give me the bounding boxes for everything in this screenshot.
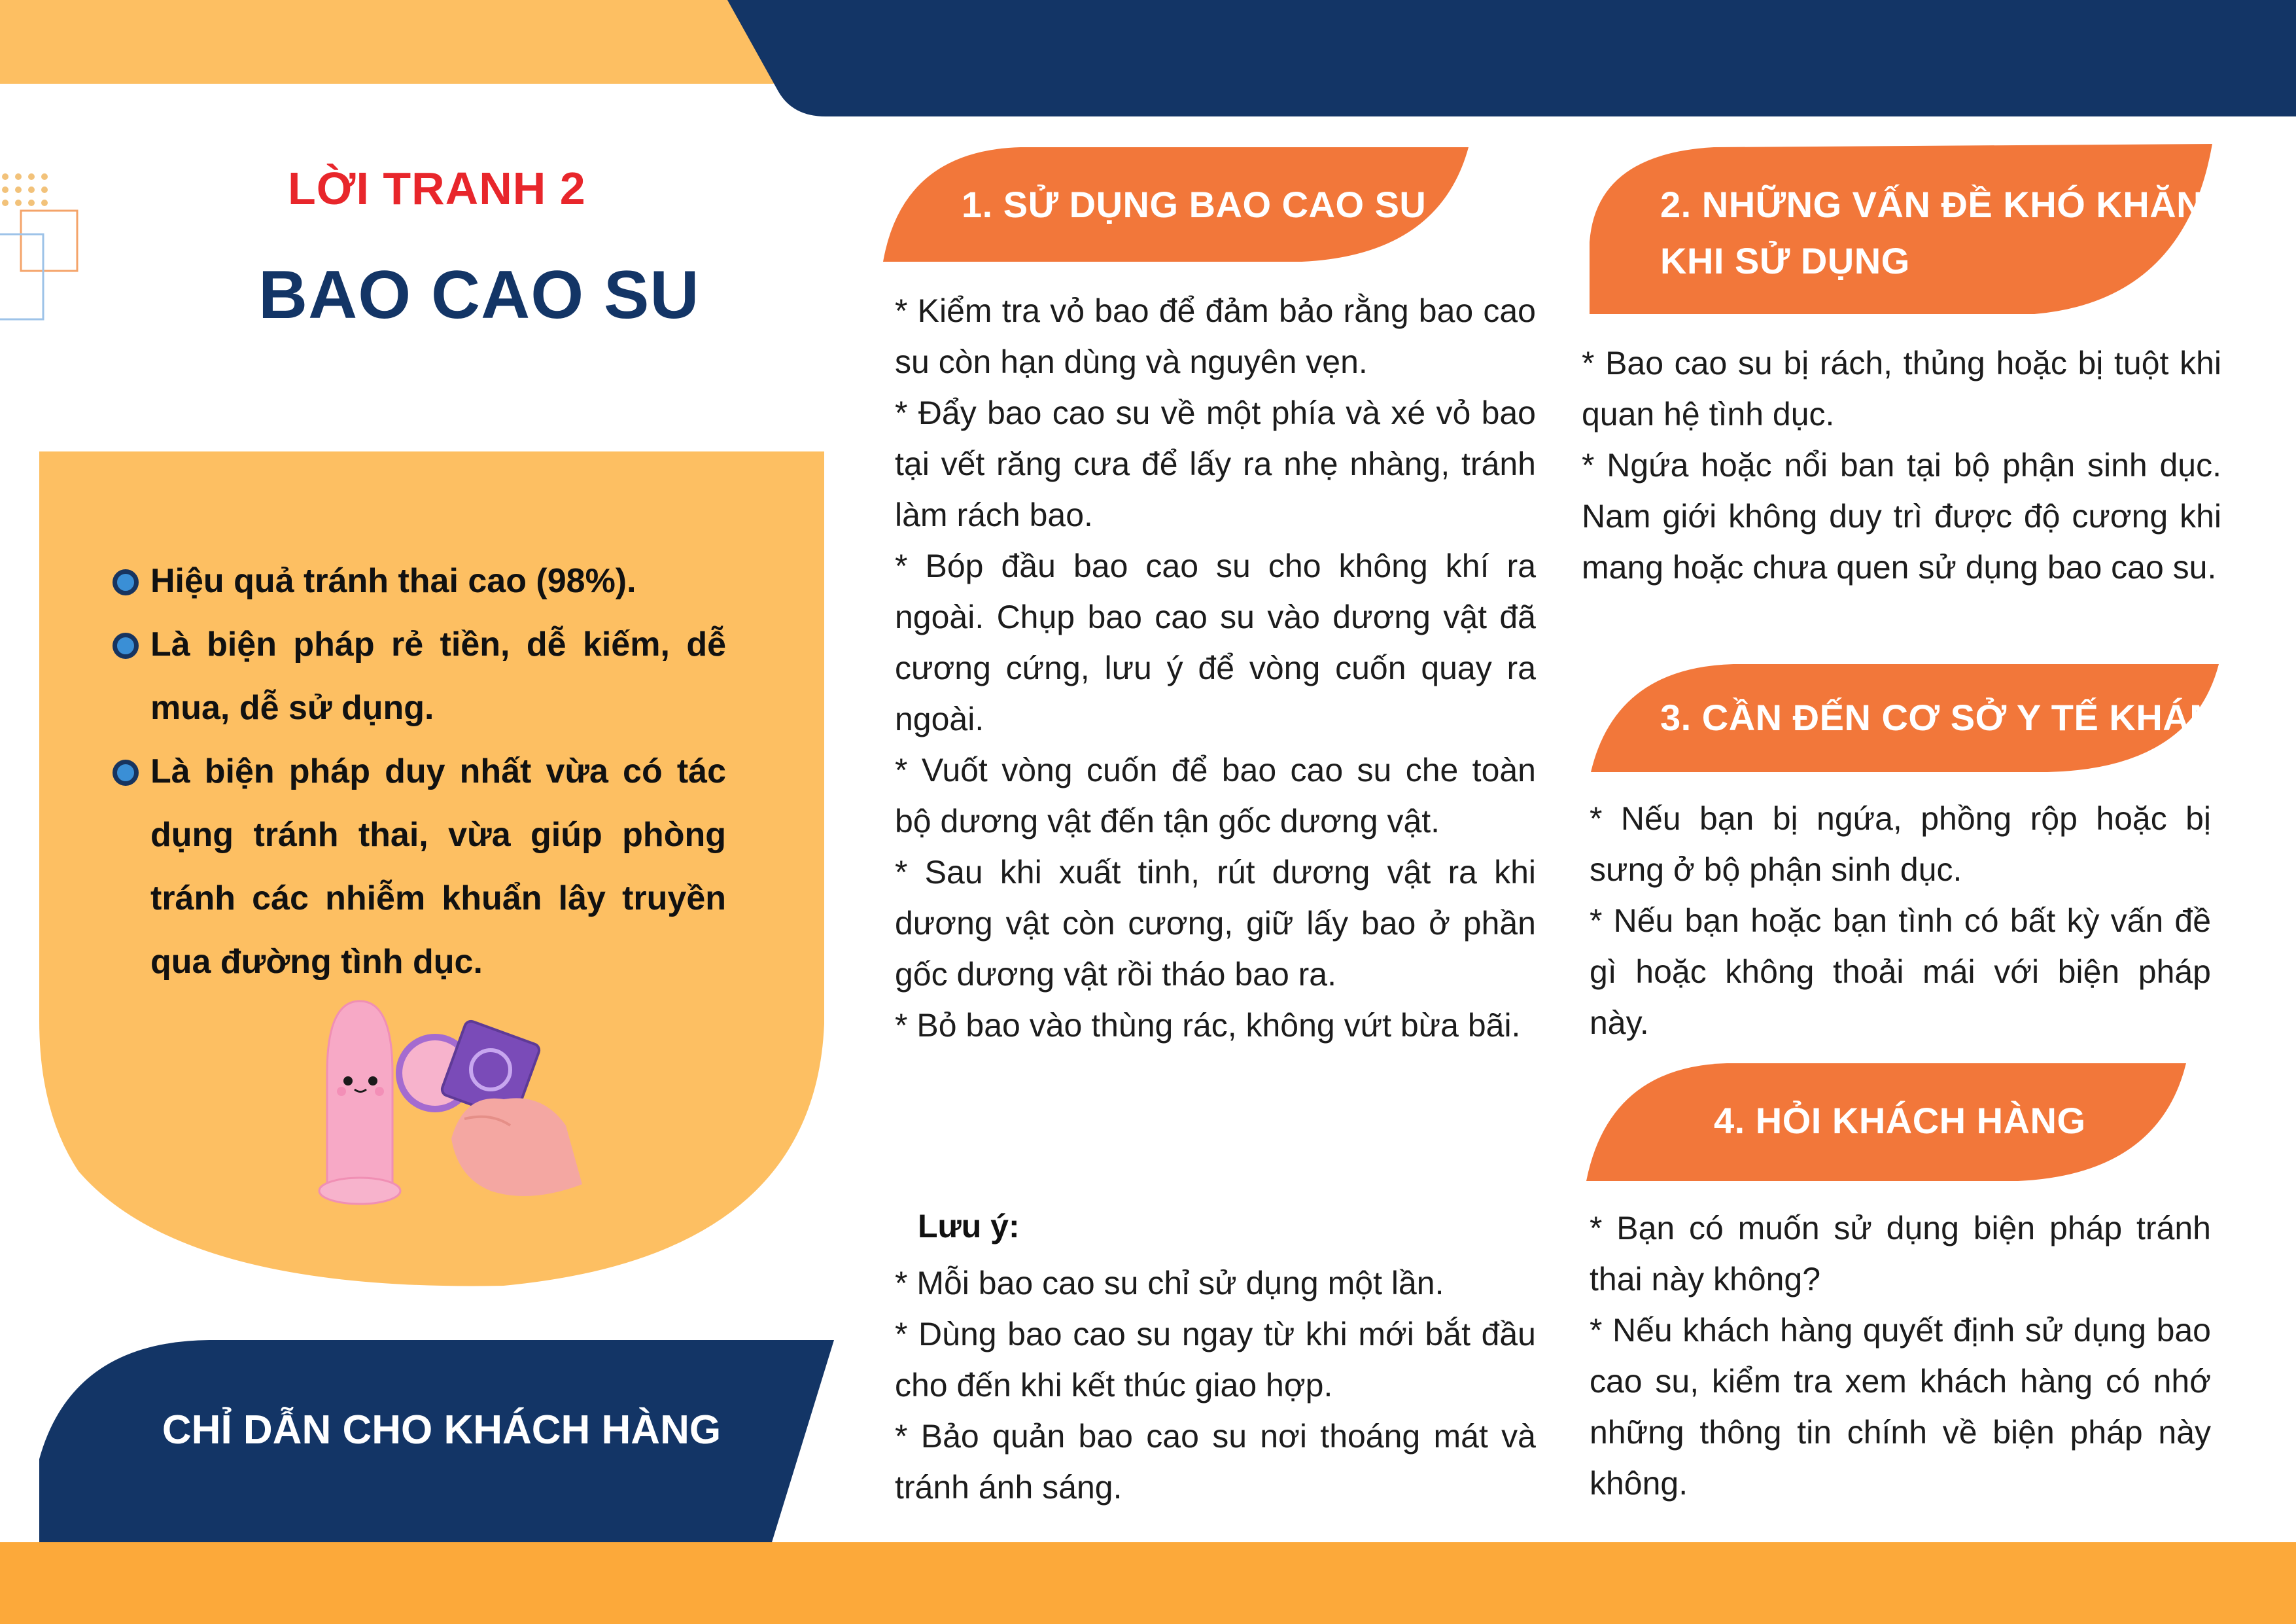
note-item: * Mỗi bao cao su chỉ sử dụng một lần.	[895, 1265, 1444, 1301]
page-kicker: LỜI TRANH 2	[288, 163, 586, 214]
section1-notes	[895, 1258, 1536, 1513]
section2-title-line2: KHI SỬ DỤNG	[1660, 240, 1910, 281]
bullet-icon	[113, 760, 139, 786]
list-item: Là biện pháp duy nhất vừa có tác dụng tránh thai, vừa giúp phòng tránh các nhiễm khuẩn lây truyền qua đường tình dục.	[150, 740, 726, 994]
step-item: * Bóp đầu bao cao su cho không khí ra ngoài. Chụp bao cao su vào dương vật đã cương cứng, lưu ý để vòng cuốn quay ra ngoài.	[895, 548, 1536, 737]
note-item: * Dùng bao cao su ngay từ khi mới bắt đầu cho đến khi kết thúc giao hợp.	[895, 1316, 1536, 1403]
list-item: * Ngứa hoặc nổi ban tại bộ phận sinh dục. Nam giới không duy trì được độ cương khi mang hoặc chưa quen sử dụng bao cao su.	[1582, 447, 2221, 586]
section4-items	[1590, 1203, 2211, 1509]
note-title: Lưu ý:	[918, 1208, 1020, 1244]
bottom-amber-band	[0, 1542, 2296, 1624]
step-item: * Vuốt vòng cuốn để bao cao su che toàn bộ dương vật đến tận gốc dương vật.	[895, 752, 1536, 839]
benefits-list	[150, 550, 726, 994]
list-item: * Nếu khách hàng quyết định sử dụng bao cao su, kiểm tra xem khách hàng có nhớ những thông tin chính về biện pháp này không.	[1590, 1312, 2211, 1502]
top-navy-band	[727, 0, 2296, 116]
section1-title: 1. SỬ DỤNG BAO CAO SU	[962, 184, 1427, 225]
section3-title: 3. CẦN ĐẾN CƠ SỞ Y TẾ KHÁM	[1660, 697, 2221, 738]
bullet-icon	[113, 569, 139, 595]
square-outline-orange	[21, 211, 77, 271]
condom-and-hand-icon	[294, 995, 595, 1210]
dot-grid-decoration	[2, 173, 48, 206]
list-item: Hiệu quả tránh thai cao (98%).	[150, 550, 726, 613]
list-item: * Bao cao su bị rách, thủng hoặc bị tuột khi quan hệ tình dục.	[1582, 345, 2221, 432]
step-item: * Bỏ bao vào thùng rác, không vứt bừa bãi.	[895, 1007, 1521, 1044]
list-item: * Bạn có muốn sử dụng biện pháp tránh thai này không?	[1590, 1210, 2211, 1297]
section4-title: 4. HỎI KHÁCH HÀNG	[1714, 1100, 2086, 1141]
section1-steps	[895, 285, 1536, 1051]
section2-title	[1660, 177, 2203, 289]
page-title: BAO CAO SU	[258, 257, 700, 333]
note-item: * Bảo quản bao cao su nơi thoáng mát và tránh ánh sáng.	[895, 1418, 1536, 1506]
section2-items	[1582, 338, 2221, 593]
top-yellow-band	[0, 0, 785, 84]
list-item: * Nếu bạn hoặc bạn tình có bất kỳ vấn đề gì hoặc không thoải mái với biện pháp này.	[1590, 902, 2211, 1041]
step-item: * Sau khi xuất tinh, rút dương vật ra khi dương vật còn cương, giữ lấy bao ở phần gốc dương vật rồi tháo bao ra.	[895, 854, 1536, 993]
list-item: Là biện pháp rẻ tiền, dễ kiếm, dễ mua, dễ sử dụng.	[150, 613, 726, 740]
guide-panel-label: CHỈ DẪN CHO KHÁCH HÀNG	[162, 1407, 722, 1453]
section3-items	[1590, 793, 2211, 1048]
section2-title-line1: 2. NHỮNG VẤN ĐỀ KHÓ KHĂN	[1660, 184, 2204, 225]
bullet-icon	[113, 633, 139, 659]
step-item: * Kiểm tra vỏ bao để đảm bảo rằng bao cao su còn hạn dùng và nguyên vẹn.	[895, 292, 1536, 380]
step-item: * Đẩy bao cao su về một phía và xé vỏ bao tại vết răng cưa để lấy ra nhẹ nhàng, tránh làm rách bao.	[895, 395, 1536, 533]
list-item: * Nếu bạn bị ngứa, phồng rộp hoặc bị sưng ở bộ phận sinh dục.	[1590, 800, 2211, 888]
